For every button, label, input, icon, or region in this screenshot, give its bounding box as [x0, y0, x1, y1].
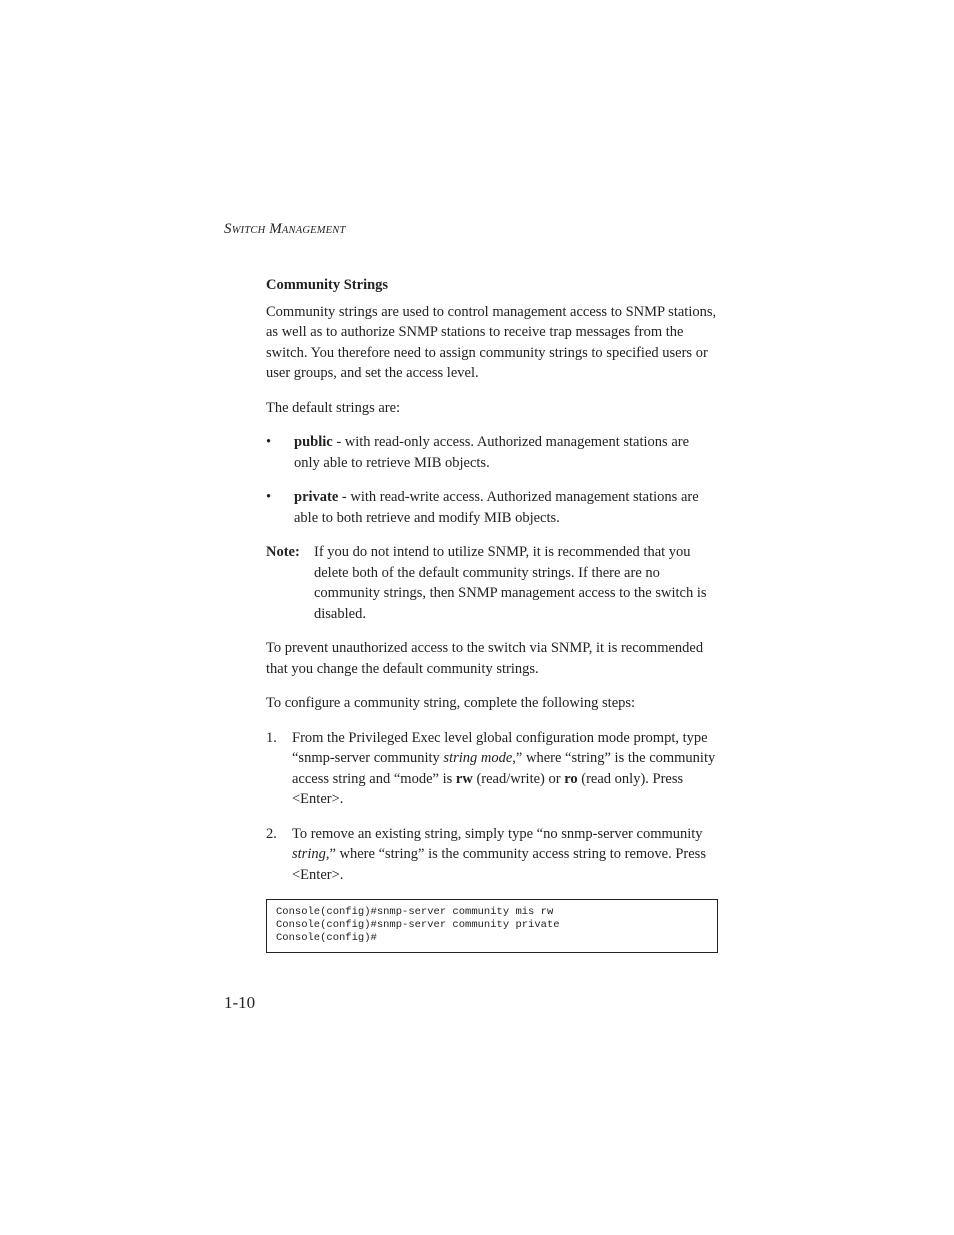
configure-lead: To configure a community string, complete the following steps:	[266, 695, 636, 711]
step-2	[266, 824, 718, 886]
page-number: 1-10	[224, 993, 256, 1012]
note	[266, 542, 718, 624]
defaults-lead: The default strings are:	[266, 399, 401, 416]
step-bold: ro	[564, 770, 578, 787]
bullet-text: - with read-write access. Authorized management stations are able to both retrieve and modify MIB objects.	[294, 489, 699, 526]
step-text: ,” where “string” is the community access string and “mode” is	[292, 750, 716, 787]
code-example	[266, 899, 718, 953]
bullet-mark: •	[266, 489, 272, 505]
bullet-private	[266, 487, 718, 528]
code-line: Console(config)#snmp-server community private	[276, 919, 560, 931]
note-label: Note:	[266, 544, 300, 560]
step-text: From the Privileged Exec level global configuration mode prompt, type “snmp-server community	[292, 729, 708, 766]
bullet-public	[266, 432, 718, 473]
note-text: If you do not intend to utilize SNMP, it is recommended that you delete both of the default community strings. If there are no community strings, then SNMP management access to the switch is disabled.	[314, 544, 707, 622]
step-number: 1.	[266, 729, 277, 746]
bullet-text: - with read-only access. Authorized management stations are only able to retrieve MIB objects.	[294, 434, 690, 471]
bullet-mark: •	[266, 434, 272, 450]
step-text: (read/write) or	[472, 770, 565, 787]
step-bold: rw	[455, 770, 473, 787]
step-text: To remove an existing string, simply type “no snmp-server community	[292, 825, 703, 842]
step-text: ,” where “string” is the community access string to remove. Press <Enter>.	[292, 846, 706, 883]
step-text: (read only). Press <Enter>.	[292, 770, 684, 807]
bullet-term: private	[294, 489, 339, 505]
prevent-paragraph: To prevent unauthorized access to the switch via SNMP, it is recommended that you change the default community strings.	[266, 640, 704, 677]
step-1	[266, 728, 718, 810]
main-content	[266, 275, 718, 899]
step-number: 2.	[266, 825, 277, 842]
section-heading: Community Strings	[266, 277, 389, 293]
step-emphasis: string	[292, 846, 326, 862]
code-line: Console(config)#	[276, 932, 377, 944]
code-line: Console(config)#snmp-server community mis rw	[276, 906, 554, 918]
bullet-term: public	[294, 434, 333, 450]
step-emphasis: string mode	[443, 750, 513, 766]
intro-paragraph: Community strings are used to control management access to SNMP stations, as well as to authorize SNMP stations to receive trap messages from the switch. You therefore need to assign community strings to specified users or user groups, and set the access level.	[266, 303, 717, 381]
running-header: SWITCH MANAGEMENT	[224, 221, 346, 237]
